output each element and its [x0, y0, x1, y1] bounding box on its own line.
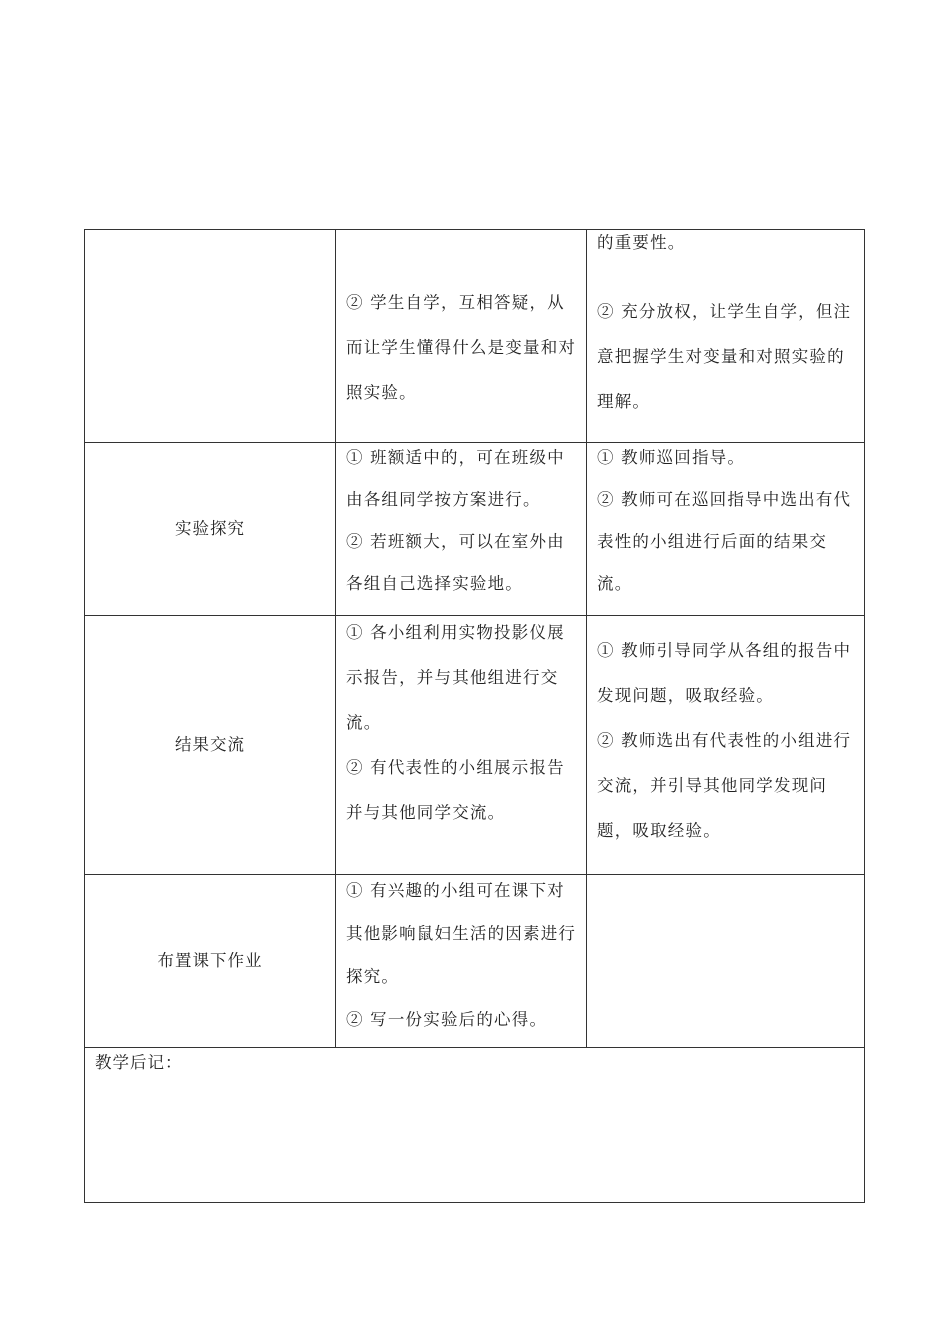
teaching-notes-row [85, 1048, 864, 1202]
stage-label: 布置课下作业 [157, 951, 263, 970]
teacher-activity-cell [587, 443, 864, 615]
teacher-activity-item: 的重要性。 [597, 233, 686, 252]
stage-cell [85, 443, 336, 615]
teacher-activity-cell [587, 875, 864, 1047]
stage-cell [85, 616, 336, 874]
teacher-activity-item: ① 教师巡回指导。 [597, 448, 746, 467]
teacher-activity-item: ① 教师引导同学从各组的报告中发现问题，吸取经验。 [597, 641, 852, 705]
teaching-notes-label: 教学后记： [95, 1053, 183, 1072]
student-activity-item: ① 班额适中的，可在班级中由各组同学按方案进行。 [346, 448, 565, 509]
student-activity-item: ② 写一份实验后的心得。 [346, 1010, 548, 1029]
table-row [85, 875, 864, 1048]
student-activity-cell [336, 875, 587, 1047]
student-activity-item: ② 学生自学，互相答疑，从而让学生懂得什么是变量和对照实验。 [346, 293, 577, 402]
teacher-activity-cell [587, 616, 864, 874]
student-activity-cell [336, 616, 587, 874]
student-activity-cell [336, 230, 587, 442]
stage-label: 实验探究 [175, 519, 245, 538]
teacher-activity-item: ② 教师可在巡回指导中选出有代表性的小组进行后面的结果交流。 [597, 490, 852, 593]
student-activity-item: ② 有代表性的小组展示报告并与其他同学交流。 [346, 758, 565, 822]
stage-label: 结果交流 [175, 735, 245, 754]
student-activity-item: ① 各小组利用实物投影仪展示报告，并与其他组进行交流。 [346, 623, 565, 732]
student-activity-cell [336, 443, 587, 615]
stage-cell [85, 875, 336, 1047]
lesson-plan-table [84, 229, 865, 1203]
teaching-notes-cell [85, 1048, 864, 1202]
student-activity-item: ① 有兴趣的小组可在课下对其他影响鼠妇生活的因素进行探究。 [346, 881, 577, 986]
teacher-activity-item: ② 充分放权，让学生自学，但注意把握学生对变量和对照实验的理解。 [597, 302, 852, 411]
teacher-activity-cell [587, 230, 864, 442]
stage-cell [85, 230, 336, 442]
table-row [85, 616, 864, 875]
student-activity-item: ② 若班额大，可以在室外由各组自己选择实验地。 [346, 532, 565, 593]
teacher-activity-item: ② 教师选出有代表性的小组进行交流，并引导其他同学发现问题，吸取经验。 [597, 731, 852, 840]
table-row [85, 230, 864, 443]
table-row [85, 443, 864, 616]
